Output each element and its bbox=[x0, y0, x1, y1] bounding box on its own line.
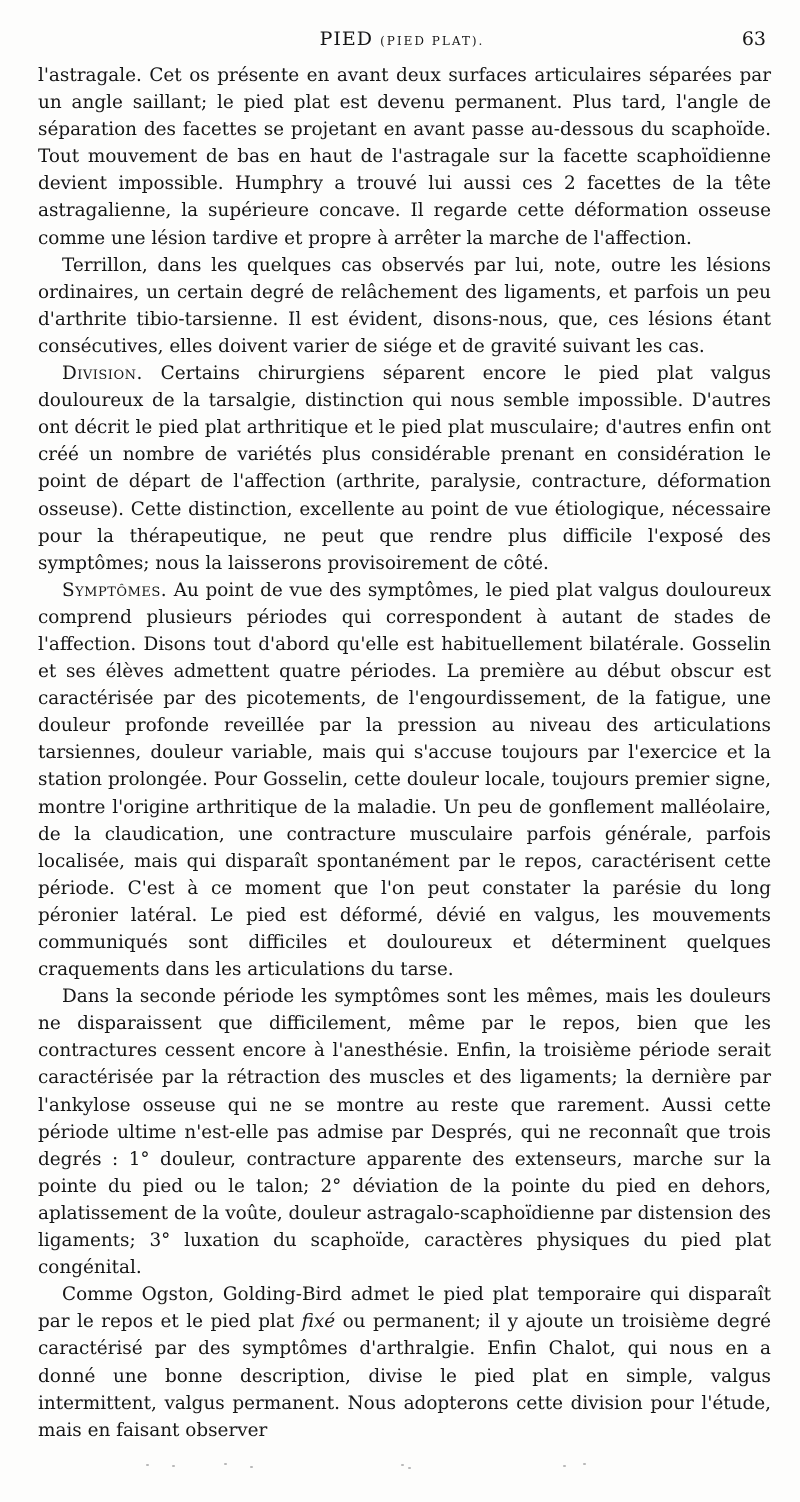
running-head bbox=[38, 28, 766, 58]
paragraph-seconde-periode: Dans la seconde période les symptômes sont les mêmes, mais les douleurs ne disparaissent que difficilement, même par le repos, bien que les contractures cessent encore à l'anesthésie. Enfin, la troisième période serait caractérisée par la rétraction des muscles et des ligaments; la dernière par l'ankylose osseuse qui ne se montre au reste que rarement. Aussi cette période ultime n'est-elle pas admise par Després, qui ne reconnaît que trois degrés : 1° douleur, contracture apparente des extenseurs, marche sur la pointe du pied ou le talon; 2° déviation de la pointe du pied en dehors, aplatissement de la voûte, douleur astragalo-scaphoïdienne par distension des ligaments; 3° luxation du scaphoïde, caractères physiques du pied plat congénital. bbox=[38, 986, 771, 1279]
scan-specks bbox=[0, 1462, 800, 1472]
scan-speck bbox=[224, 1463, 227, 1465]
scan-speck bbox=[401, 1464, 404, 1466]
paragraph-division-text: Certains chirurgiens séparent encore le pied plat valgus douloureux de la tarsalgie, distinction qui nous semble impossible. D'autres ont décrit le pied plat arthritique et le pied plat musculaire; d'autres enfin ont créé un nombre de variétés plus considérable prenant en considération le point de départ de l'affection (arthrite, paralysie, contracture, déformation osseuse). Cette distinction, excellente au point de vue étiologique, nécessaire pour la thérapeutique, ne peut que rendre plus difficile l'exposé des symptômes; nous la laisserons provisoirement de côté. bbox=[38, 363, 771, 574]
section-heading-division: Division. bbox=[62, 363, 143, 385]
paragraph-astragale: l'astragale. Cet os présente en avant deux surfaces articulaires séparées par un angle saillant; le pied plat est devenu permanent. Plus tard, l'angle de séparation des facettes se projetant en avant passe au-dessous du scaphoïde. Tout mouvement de bas en haut de l'astragale sur la facette scaphoïdienne devient impossible. Humphry a trouvé lui aussi ces 2 facettes de la tête astragalienne, la supérieure concave. Il regarde cette déformation osseuse comme une lésion tardive et propre à arrêter la marche de l'affection. bbox=[38, 65, 771, 249]
paragraph-ogston bbox=[38, 1281, 771, 1444]
scan-speck bbox=[408, 1467, 411, 1469]
running-title-main: PIED bbox=[319, 28, 374, 50]
paragraph-ogston-text-after: ou permanent; il y ajoute un troisième degré caractérisé par des symptômes d'arthralgie. Enfin Chalot, qui nous en a donné une bonne description, divise le pied plat en simple, valgus intermittent, valgus permanent. Nous adopterons cette division pour l'étude, mais en faisant observer bbox=[38, 1311, 772, 1441]
section-heading-symptomes: Symptômes. bbox=[62, 579, 168, 601]
running-title bbox=[38, 28, 766, 50]
paragraph-division bbox=[38, 360, 771, 577]
scan-speck bbox=[583, 1463, 586, 1465]
scan-speck bbox=[563, 1465, 566, 1467]
body-text bbox=[38, 62, 771, 1444]
running-title-subtitle: (PIED PLAT). bbox=[380, 34, 485, 48]
scan-speck bbox=[146, 1464, 149, 1466]
paragraph-terrillon: Terrillon, dans les quelques cas observés par lui, note, outre les lésions ordinaires, un certain degré de relâchement des ligaments, et parfois un peu d'arthrite tibio-tarsienne. Il est évident, disons-nous, que, ces lésions étant consécutives, elles doivent varier de siége et de gravité suivant les cas. bbox=[38, 254, 771, 357]
emphasis-fixe: fixé bbox=[301, 1311, 336, 1333]
scan-speck bbox=[172, 1465, 175, 1467]
paragraph-symptomes bbox=[38, 577, 771, 983]
page-number: 63 bbox=[741, 28, 766, 50]
scan-speck bbox=[250, 1466, 253, 1468]
paragraph-symptomes-text: Au point de vue des symptômes, le pied plat valgus douloureux comprend plusieurs périodes qui correspondent à autant de stades de l'affection. Disons tout d'abord qu'elle est habituellement bilatérale. Gosselin et ses élèves admettent quatre périodes. La première au début obscur est caractérisée par des picotements, de l'engourdissement, de la fatigue, une douleur profonde reveillée par la pression au niveau des articulations tarsiennes, douleur variable, mais qui s'accuse toujours par l'exercice et la station prolongée. Pour Gosselin, cette douleur locale, toujours premier signe, montre l'origine arthritique de la maladie. Un peu de gonflement malléolaire, de la claudication, une contracture musculaire parfois générale, parfois localisée, mais qui disparaît spontanément par le repos, caractérisent cette période. C'est à ce moment que l'on peut constater la parésie du long péronier latéral. Le pied est déformé, dévié en valgus, les mouvements communiqués sont difficiles et douloureux et déterminent quelques craquements dans les articulations du tarse. bbox=[38, 579, 771, 981]
paragraph-ogston-text-before: Comme Ogston, Golding-Bird admet le pied plat temporaire qui disparaît par le repos et le pied plat bbox=[38, 1284, 771, 1333]
